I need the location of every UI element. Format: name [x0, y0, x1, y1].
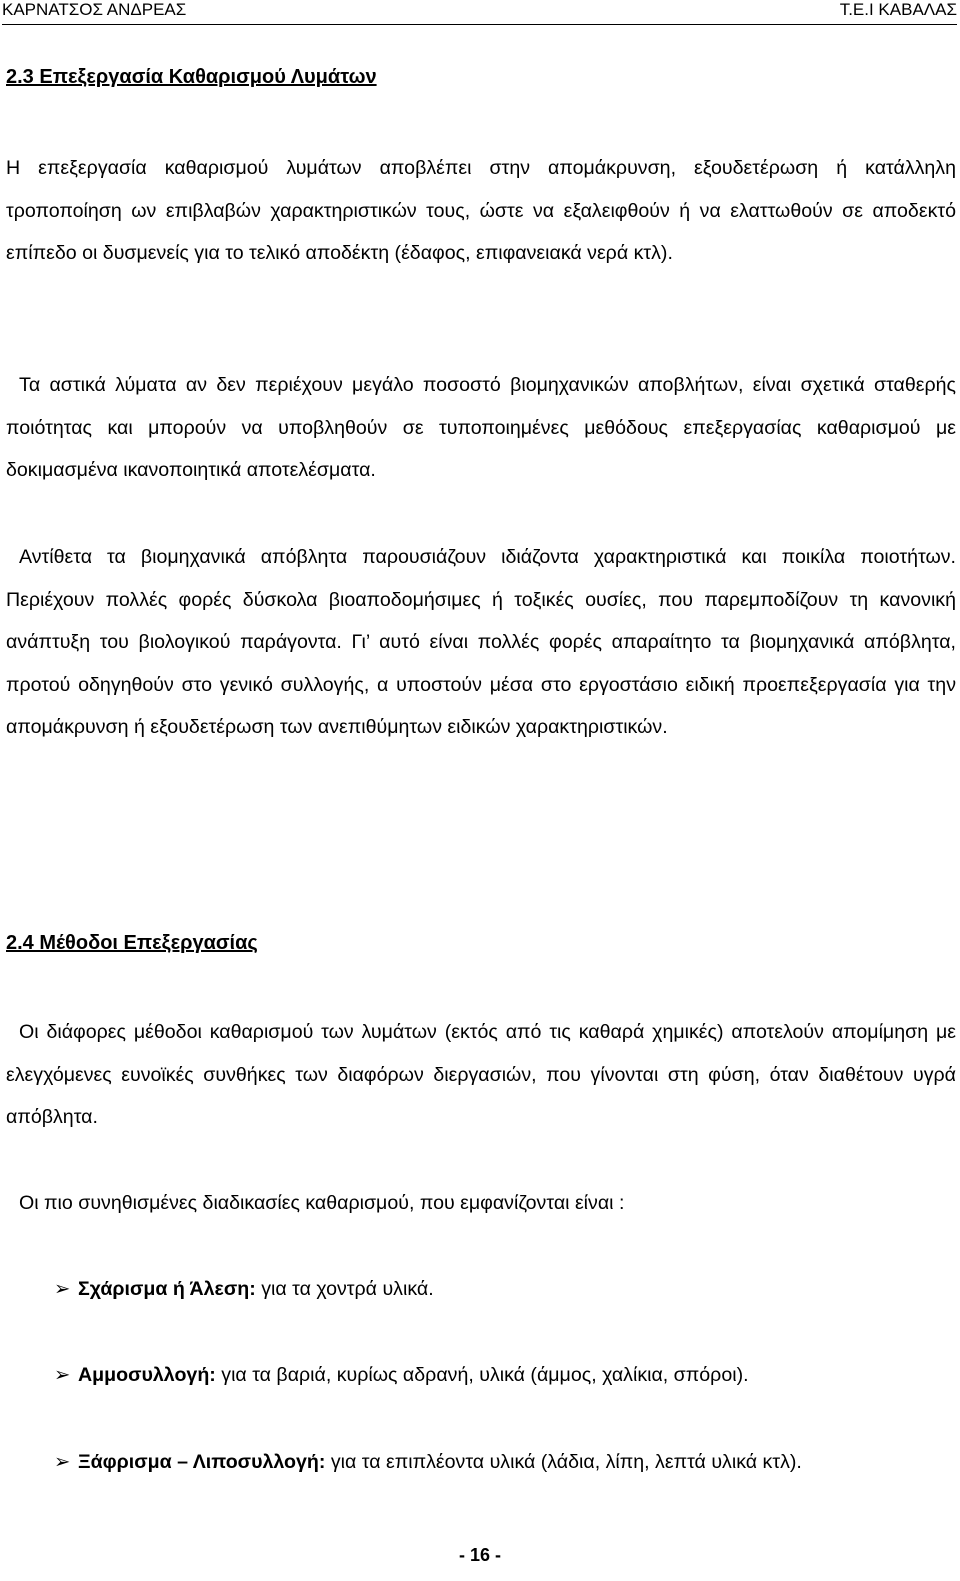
- list-item-description: για τα χοντρά υλικά.: [255, 1278, 434, 1300]
- arrow-bullet-icon: ➢: [54, 1278, 71, 1300]
- list-item-term: Αμμοσυλλογή:: [78, 1364, 216, 1386]
- page-number: - 16 -: [458, 1545, 501, 1565]
- list-item: [54, 1354, 954, 1396]
- page-header: [2, 0, 957, 25]
- arrow-bullet-icon: ➢: [54, 1451, 71, 1473]
- section-2-3-paragraph-3: Αντίθετα τα βιομηχανικά απόβλητα παρουσιάζουν ιδιάζοντα χαρακτηριστικά και ποικίλα ποιοτήτων. Περιέχουν πολλές φορές δύσκολα βιοαποδομήσιμες ή τοξικές ουσίες, που παρεμποδίζουν τη κανονική ανάπτυξη του βιολογικού παράγοντα. Γι’ αυτό είναι πολλές φορές απαραίτητο τα βιομηχανικά απόβλητα, προτού οδηγηθούν στο γενικό συλλογής, α υποστούν μέσα στο εργοστάσιο ειδική προεπεξεργασία για την απομάκρυνση ή εξουδετέρωση των ανεπιθύμητων ειδικών χαρακτηριστικών.: [6, 546, 956, 738]
- list-item-term: Σχάρισμα ή Άλεση:: [78, 1278, 256, 1300]
- list-item: [54, 1268, 954, 1310]
- list-item-description: για τα επιπλέοντα υλικά (λάδια, λίπη, λεπτά υλικά κτλ).: [325, 1451, 802, 1473]
- header-author: ΚΑΡΝΑΤΣΟΣ ΑΝΔΡΕΑΣ: [2, 0, 187, 19]
- list-item-description: για τα βαριά, κυρίως αδρανή, υλικά (άμμος, χαλίκια, σπόροι).: [215, 1364, 749, 1386]
- header-institution: Τ.Ε.Ι ΚΑΒΑΛΑΣ: [839, 0, 957, 19]
- section-2-3-paragraph-1: Η επεξεργασία καθαρισμού λυμάτων αποβλέπει στην απομάκρυνση, εξουδετέρωση ή κατάλληλη τροποποίηση ων επιβλαβών χαρακτηριστικών τους, ώστε να εξαλειφθούν ή να ελαττωθούν σε αποδεκτό επίπεδο οι δυσμενείς για το τελικό αποδέκτη (έδαφος, επιφανειακά νερά κτλ).: [6, 157, 956, 264]
- section-2-4-heading: 2.4 Μέθοδοι Επεξεργασίας: [6, 932, 258, 954]
- section-2-4-paragraph-2: Οι πιο συνηθισμένες διαδικασίες καθαρισμού, που εμφανίζονται είναι :: [19, 1192, 625, 1214]
- section-2-3-heading: 2.3 Επεξεργασία Καθαρισμού Λυμάτων: [6, 66, 377, 88]
- section-2-4-paragraph-1: Οι διάφορες μέθοδοι καθαρισμού των λυμάτων (εκτός από τις καθαρά χημικές) αποτελούν απομίμηση με ελεγχόμενες ευνοϊκές συνθήκες των διαφόρων διεργασιών, που γίνονται στη φύση, όταν διαθέτουν υγρά απόβλητα.: [6, 1021, 956, 1128]
- section-2-3-paragraph-2: Τα αστικά λύματα αν δεν περιέχουν μεγάλο ποσοστό βιομηχανικών αποβλήτων, είναι σχετικά σταθερής ποιότητας και μπορούν να υποβληθούν σε τυποποιημένες μεθόδους επεξεργασίας καθαρισμού με δοκιμασμένα ικανοποιητικά αποτελέσματα.: [6, 374, 956, 481]
- arrow-bullet-icon: ➢: [54, 1364, 71, 1386]
- list-item-term: Ξάφρισμα – Λιποσυλλογή:: [78, 1451, 326, 1473]
- list-item: [54, 1441, 954, 1483]
